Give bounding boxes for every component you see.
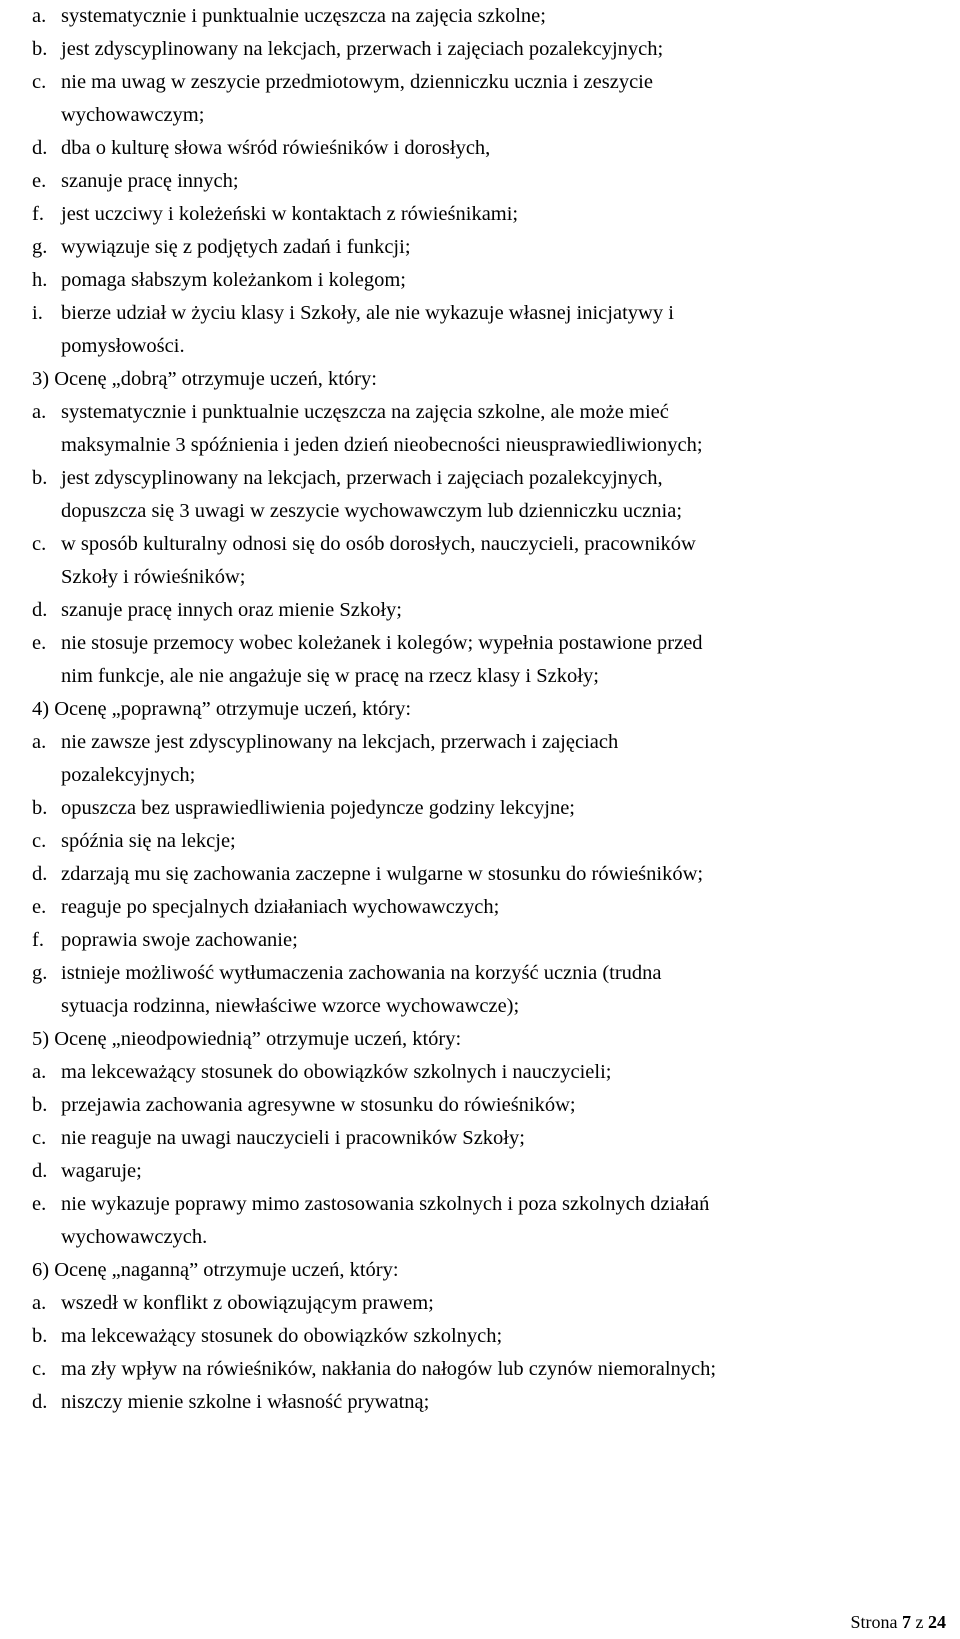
list-item [32, 1188, 942, 1221]
list-item-label: d. [32, 1391, 48, 1413]
list-item [32, 0, 942, 33]
list-item [32, 297, 942, 330]
list-item-label: h. [32, 269, 48, 291]
list-item-text: nie wykazuje poprawy mimo zastosowania szkolnych i poza szkolnych działań [61, 1193, 710, 1215]
list-item-label: c. [32, 830, 47, 852]
list-item [32, 1089, 942, 1122]
list-item-label: d. [32, 599, 48, 621]
list-item-text: ma lekceważący stosunek do obowiązków szkolnych i nauczycieli; [61, 1061, 612, 1083]
list-item-continuation [32, 660, 942, 693]
list-item-label: a. [32, 1292, 47, 1314]
section-heading: 3) Ocenę „dobrą” otrzymuje uczeń, który: [32, 368, 377, 390]
list-item [32, 1155, 942, 1188]
list-item-text: istnieje możliwość wytłumaczenia zachowania na korzyść ucznia (trudna [61, 962, 662, 984]
list-item [32, 1122, 942, 1155]
list-item-continuation [32, 561, 942, 594]
list-item-text: w sposób kulturalny odnosi się do osób dorosłych, nauczycieli, pracowników [61, 533, 696, 555]
list-item-label: a. [32, 5, 47, 27]
list-item-label: e. [32, 170, 47, 192]
list-item-text: reaguje po specjalnych działaniach wychowawczych; [61, 896, 500, 918]
list-item-text: wywiązuje się z podjętych zadań i funkcji; [61, 236, 411, 258]
list-item [32, 627, 942, 660]
section-heading: 5) Ocenę „nieodpowiednią” otrzymuje uczeń, który: [32, 1028, 462, 1050]
list-item-label: g. [32, 236, 48, 258]
list-item [32, 891, 942, 924]
list-item-text: maksymalnie 3 spóźnienia i jeden dzień nieobecności nieusprawiedliwionych; [61, 434, 703, 456]
list-item [32, 594, 942, 627]
list-item-label: b. [32, 797, 48, 819]
list-item-text: jest zdyscyplinowany na lekcjach, przerwach i zajęciach pozalekcyjnych, [61, 467, 663, 489]
list-item [32, 132, 942, 165]
list-item-continuation [32, 99, 942, 132]
list-item-label: g. [32, 962, 48, 984]
list-item-label: i. [32, 302, 43, 324]
list-item-text: nim funkcje, ale nie angażuje się w pracę na rzecz klasy i Szkoły; [61, 665, 599, 687]
list-item-text: wychowawczym; [61, 104, 205, 126]
list-item [32, 66, 942, 99]
list-item [32, 264, 942, 297]
list-item-text: szanuje pracę innych; [61, 170, 239, 192]
list-item-text: systematycznie i punktualnie uczęszcza na zajęcia szkolne; [61, 5, 546, 27]
list-item-text: wagaruje; [61, 1160, 142, 1182]
document-content [32, 0, 942, 1419]
list-item-label: c. [32, 533, 47, 555]
list-item-text: opuszcza bez usprawiedliwienia pojedyncze godziny lekcyjne; [61, 797, 576, 819]
list-item-text: jest uczciwy i koleżeński w kontaktach z rówieśnikami; [61, 203, 519, 225]
list-item-continuation [32, 759, 942, 792]
list-item-label: c. [32, 1358, 47, 1380]
list-item-label: d. [32, 1160, 48, 1182]
list-item-text: wychowawczych. [61, 1226, 208, 1248]
list-item-text: pomaga słabszym koleżankom i kolegom; [61, 269, 407, 291]
list-item-label: c. [32, 1127, 47, 1149]
list-item-text: spóźnia się na lekcje; [61, 830, 236, 852]
list-item-label: b. [32, 38, 48, 60]
list-item-label: a. [32, 1061, 47, 1083]
list-item-label: f. [32, 203, 44, 225]
footer-prefix: Strona [850, 1612, 902, 1632]
list-item-label: c. [32, 71, 47, 93]
list-item [32, 396, 942, 429]
list-item [32, 1353, 942, 1386]
list-item-label: f. [32, 929, 44, 951]
list-item-text: pozalekcyjnych; [61, 764, 196, 786]
list-item-text: dopuszcza się 3 uwagi w zeszycie wychowawczym lub dzienniczku ucznia; [61, 500, 683, 522]
list-item-text: ma lekceważący stosunek do obowiązków szkolnych; [61, 1325, 503, 1347]
list-item-text: sytuacja rodzinna, niewłaściwe wzorce wychowawcze); [61, 995, 520, 1017]
list-item-continuation [32, 429, 942, 462]
list-item-text: systematycznie i punktualnie uczęszcza na zajęcia szkolne, ale może mieć [61, 401, 669, 423]
list-item-text: pomysłowości. [61, 335, 185, 357]
list-item [32, 1386, 942, 1419]
list-item-label: b. [32, 1094, 48, 1116]
list-item-label: e. [32, 1193, 47, 1215]
list-item [32, 726, 942, 759]
list-item-text: szanuje pracę innych oraz mienie Szkoły; [61, 599, 402, 621]
list-item-text: zdarzają mu się zachowania zaczepne i wulgarne w stosunku do rówieśników; [61, 863, 704, 885]
list-item [32, 462, 942, 495]
list-item-text: jest zdyscyplinowany na lekcjach, przerwach i zajęciach pozalekcyjnych; [61, 38, 664, 60]
list-item-label: b. [32, 1325, 48, 1347]
list-item-text: dba o kulturę słowa wśród rówieśników i dorosłych, [61, 137, 491, 159]
list-item [32, 33, 942, 66]
list-item-continuation [32, 1221, 942, 1254]
footer-page-number: 7 [902, 1612, 911, 1632]
list-item [32, 1287, 942, 1320]
list-item-continuation [32, 495, 942, 528]
list-item-text: wszedł w konflikt z obowiązującym prawem; [61, 1292, 434, 1314]
section-heading: 4) Ocenę „poprawną” otrzymuje uczeń, który: [32, 698, 412, 720]
list-item-text: nie ma uwag w zeszycie przedmiotowym, dzienniczku ucznia i zeszycie [61, 71, 653, 93]
footer-middle: z [911, 1612, 928, 1632]
list-item-label: a. [32, 731, 47, 753]
list-item-text: poprawia swoje zachowanie; [61, 929, 298, 951]
list-item-continuation [32, 990, 942, 1023]
list-item-label: a. [32, 401, 47, 423]
list-item [32, 165, 942, 198]
footer-total-pages: 24 [928, 1612, 946, 1632]
list-item [32, 858, 942, 891]
page-footer [851, 1612, 947, 1633]
list-item [32, 825, 942, 858]
list-item-text: Szkoły i rówieśników; [61, 566, 246, 588]
list-item-text: nie stosuje przemocy wobec koleżanek i kolegów; wypełnia postawione przed [61, 632, 703, 654]
section-heading: 6) Ocenę „naganną” otrzymuje uczeń, który: [32, 1259, 399, 1281]
list-item [32, 1056, 942, 1089]
list-item-continuation [32, 330, 942, 363]
list-item-label: d. [32, 137, 48, 159]
list-item [32, 528, 942, 561]
list-item-label: b. [32, 467, 48, 489]
list-item-text: przejawia zachowania agresywne w stosunku do rówieśników; [61, 1094, 576, 1116]
list-item [32, 231, 942, 264]
list-item-label: e. [32, 632, 47, 654]
list-item-text: niszczy mienie szkolne i własność prywatną; [61, 1391, 430, 1413]
list-item [32, 957, 942, 990]
list-item [32, 792, 942, 825]
list-item [32, 1320, 942, 1353]
list-item-text: nie reaguje na uwagi nauczycieli i pracowników Szkoły; [61, 1127, 525, 1149]
list-item-text: nie zawsze jest zdyscyplinowany na lekcjach, przerwach i zajęciach [61, 731, 619, 753]
list-item-text: ma zły wpływ na rówieśników, nakłania do nałogów lub czynów niemoralnych; [61, 1358, 717, 1380]
list-item-label: d. [32, 863, 48, 885]
list-item-text: bierze udział w życiu klasy i Szkoły, ale nie wykazuje własnej inicjatywy i [61, 302, 674, 324]
list-item [32, 198, 942, 231]
list-item-label: e. [32, 896, 47, 918]
list-item [32, 924, 942, 957]
